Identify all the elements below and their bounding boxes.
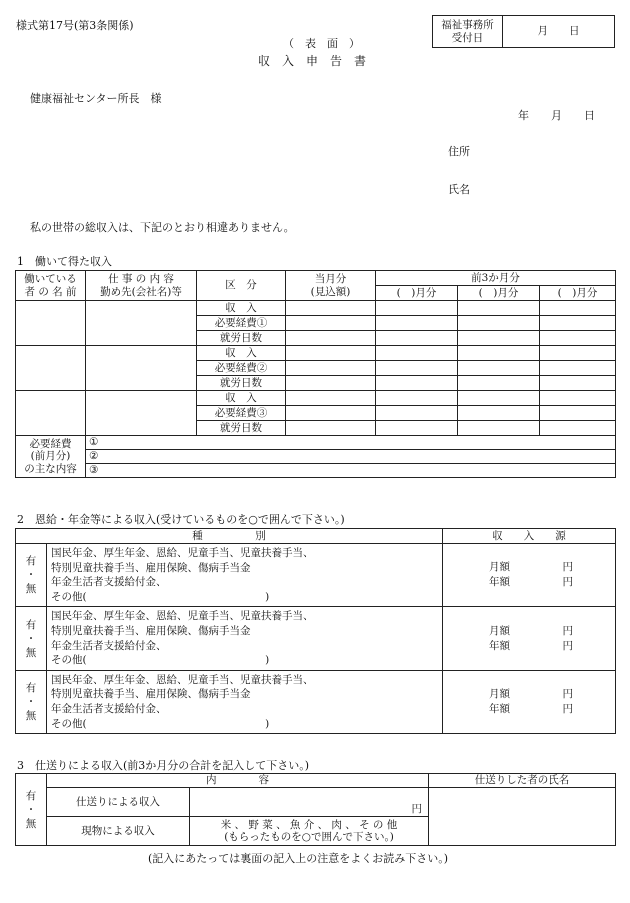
umu-dot: ・ xyxy=(25,695,37,708)
col-type: 種 別 xyxy=(16,529,443,544)
amount-cell[interactable] xyxy=(540,391,616,406)
address-label: 住所 xyxy=(448,145,470,158)
pension-type-list[interactable] xyxy=(47,607,443,670)
pension-type-line: 年金生活者支援給付金、 xyxy=(51,639,167,652)
umu-toggle[interactable] xyxy=(16,544,47,607)
row-label: 必要経費② xyxy=(197,361,286,376)
col-sender-name: 仕送りした者の氏名 xyxy=(429,774,616,788)
yearly-label: 年額 xyxy=(489,702,510,715)
stamp-label-line2: 受付日 xyxy=(451,31,484,44)
sender-name-field[interactable] xyxy=(429,788,616,846)
amount-cell[interactable] xyxy=(286,376,376,391)
in-kind-instruction: (もらったものを○で囲んで下さい。) xyxy=(224,831,394,843)
yen-unit: 円 xyxy=(562,639,573,652)
amount-cell[interactable] xyxy=(376,391,458,406)
col-work-content xyxy=(86,271,197,301)
pension-type-line: 年金生活者支援給付金、 xyxy=(51,576,167,589)
umu-no[interactable]: 無 xyxy=(25,646,37,659)
stamp-label-line1: 福祉事務所 xyxy=(441,19,494,32)
pension-type-line: その他( ) xyxy=(51,590,270,603)
amount-cell[interactable] xyxy=(286,346,376,361)
date-field[interactable]: 年 月 日 xyxy=(518,109,595,122)
umu-yes[interactable]: 有 xyxy=(25,618,37,631)
col-kubun: 区 分 xyxy=(197,271,286,301)
amount-cell[interactable] xyxy=(540,376,616,391)
amount-cell[interactable] xyxy=(376,376,458,391)
row-label: 収 入 xyxy=(197,346,286,361)
amount-cell[interactable] xyxy=(458,406,540,421)
expense-label-l3: の主な内容 xyxy=(24,462,77,475)
amount-cell[interactable] xyxy=(376,316,458,331)
row-label: 就労日数 xyxy=(197,331,286,346)
declaration-text: 私の世帯の総収入は、下記のとおり相違ありません。 xyxy=(30,221,295,234)
amount-cell[interactable] xyxy=(540,361,616,376)
umu-yes[interactable]: 有 xyxy=(25,681,37,694)
amount-cell[interactable] xyxy=(540,331,616,346)
pension-type-line: 国民年金、厚生年金、恩給、児童手当、児童扶養手当、 xyxy=(51,547,314,559)
in-kind-label: 現物による収入 xyxy=(47,817,190,846)
amount-cell[interactable] xyxy=(376,301,458,316)
pension-type-list[interactable] xyxy=(47,544,443,607)
amount-cell[interactable] xyxy=(540,406,616,421)
umu-no[interactable]: 無 xyxy=(25,709,37,722)
amount-cell[interactable] xyxy=(458,301,540,316)
stamp-date-field[interactable]: 月 日 xyxy=(503,16,615,48)
pension-income-table xyxy=(15,528,616,734)
yen-unit: 円 xyxy=(562,561,573,574)
allowance-income-table xyxy=(15,773,616,846)
stamp-label xyxy=(433,16,503,48)
in-kind-options-line: 米 、 野 菜 、 魚 介 、 肉 、 そ の 他 xyxy=(220,818,398,831)
row-label: 必要経費③ xyxy=(197,406,286,421)
yearly-label: 年額 xyxy=(489,639,510,652)
amount-cell[interactable] xyxy=(376,361,458,376)
expense-content-field[interactable]: ② xyxy=(86,450,616,464)
amount-cell[interactable] xyxy=(376,331,458,346)
amount-cell[interactable] xyxy=(286,406,376,421)
amount-cell[interactable] xyxy=(540,316,616,331)
amount-cell[interactable] xyxy=(286,361,376,376)
umu-toggle[interactable] xyxy=(16,670,47,733)
pension-type-line: 年金生活者支援給付金、 xyxy=(51,702,167,715)
umu-toggle[interactable] xyxy=(16,607,47,670)
prev-month-header[interactable]: ( )月分 xyxy=(458,286,540,301)
pension-type-line: 特別児童扶養手当、雇用保険、傷病手当金 xyxy=(51,561,251,574)
expense-label-l1: 必要経費 xyxy=(29,438,72,451)
row-label: 収 入 xyxy=(197,301,286,316)
col-income-source: 収 入 源 xyxy=(443,529,616,544)
yen-unit: 円 xyxy=(562,576,573,589)
umu-no[interactable]: 無 xyxy=(25,817,37,830)
expense-content-field[interactable]: ① xyxy=(86,436,616,450)
amount-cell[interactable] xyxy=(286,391,376,406)
col-prev-3months: 前3か月分 xyxy=(376,271,616,286)
amount-cell[interactable] xyxy=(376,406,458,421)
worker-name-cell[interactable] xyxy=(16,346,86,391)
side-label: （ 表 面 ） xyxy=(283,37,360,50)
amount-cell[interactable] xyxy=(458,346,540,361)
col-worker-name-l1: 働いている xyxy=(24,273,77,286)
amount-cell[interactable] xyxy=(540,301,616,316)
prev-month-header[interactable]: ( )月分 xyxy=(376,286,458,301)
work-content-cell[interactable] xyxy=(86,346,197,391)
form-number: 様式第17号(第3条関係) xyxy=(16,19,134,32)
row-label: 就労日数 xyxy=(197,376,286,391)
umu-dot: ・ xyxy=(25,803,37,816)
col-current-l1: 当月分 xyxy=(314,273,347,286)
worker-name-cell[interactable] xyxy=(16,391,86,436)
col-content: 内 容 xyxy=(47,774,429,788)
col-worker-name xyxy=(16,271,86,301)
umu-yes[interactable]: 有 xyxy=(25,789,37,802)
amount-cell[interactable] xyxy=(286,316,376,331)
work-content-cell[interactable] xyxy=(86,301,197,346)
col-work-content-l1: 仕 事 の 内 容 xyxy=(108,273,174,286)
col-current-month xyxy=(286,271,376,301)
pension-type-line: 特別児童扶養手当、雇用保険、傷病手当金 xyxy=(51,624,251,637)
yen-unit: 円 xyxy=(562,687,573,700)
yearly-label: 年額 xyxy=(489,576,510,589)
col-worker-name-l2: 者 の 名 前 xyxy=(24,285,77,298)
monthly-label: 月額 xyxy=(489,561,510,574)
row-label: 収 入 xyxy=(197,391,286,406)
row-label: 就労日数 xyxy=(197,421,286,436)
amount-cell[interactable] xyxy=(376,346,458,361)
amount-cell[interactable] xyxy=(458,361,540,376)
umu-yes[interactable]: 有 xyxy=(25,555,37,568)
section1-title: 1 働いて得た収入 xyxy=(17,255,112,268)
monthly-label: 月額 xyxy=(489,687,510,700)
yen-unit: 円 xyxy=(562,702,573,715)
pension-type-line: 国民年金、厚生年金、恩給、児童手当、児童扶養手当、 xyxy=(51,610,314,623)
document-title: 収 入 申 告 書 xyxy=(258,54,367,68)
income-source-cell[interactable] xyxy=(443,670,616,733)
income-source-cell[interactable] xyxy=(443,607,616,670)
work-content-cell[interactable] xyxy=(86,391,197,436)
umu-no[interactable]: 無 xyxy=(25,583,37,596)
section3-title: 3 仕送りによる収入(前3か月分の合計を記入して下さい。) xyxy=(17,759,310,772)
income-source-cell[interactable] xyxy=(443,544,616,607)
amount-cell[interactable] xyxy=(286,331,376,346)
prev-month-header[interactable]: ( )月分 xyxy=(540,286,616,301)
amount-cell[interactable] xyxy=(458,316,540,331)
yen-unit: 円 xyxy=(562,624,573,637)
amount-cell[interactable] xyxy=(286,421,376,436)
reception-stamp-box xyxy=(432,15,615,48)
umu-dot: ・ xyxy=(25,569,37,582)
section2-title: 2 恩給・年金等による収入(受けているものを○で囲んで下さい。) xyxy=(17,513,345,526)
worker-name-cell[interactable] xyxy=(16,301,86,346)
row-label: 必要経費① xyxy=(197,316,286,331)
amount-cell[interactable] xyxy=(540,346,616,361)
footer-note: (記入にあたっては裏面の記入上の注意をよくお読み下さい。) xyxy=(148,852,449,865)
umu-toggle[interactable] xyxy=(16,774,47,846)
amount-cell[interactable] xyxy=(458,331,540,346)
allowance-label: 仕送りによる収入 xyxy=(47,788,190,817)
amount-cell[interactable] xyxy=(376,421,458,436)
pension-type-list[interactable] xyxy=(47,670,443,733)
amount-cell[interactable] xyxy=(458,376,540,391)
amount-cell[interactable] xyxy=(458,421,540,436)
col-current-l2: (見込額) xyxy=(310,285,351,298)
yen-unit: 円 xyxy=(411,803,422,815)
monthly-label: 月額 xyxy=(489,624,510,637)
amount-cell[interactable] xyxy=(540,421,616,436)
expense-content-label xyxy=(16,436,86,478)
expense-label-l2: (前月分) xyxy=(30,450,71,463)
umu-dot: ・ xyxy=(25,632,37,645)
addressee: 健康福祉センター所長 様 xyxy=(30,92,162,105)
col-work-content-l2: 勤め先(会社名)等 xyxy=(100,285,182,298)
pension-type-line: 特別児童扶養手当、雇用保険、傷病手当金 xyxy=(51,688,251,701)
allowance-amount-field[interactable] xyxy=(190,788,429,817)
in-kind-options[interactable] xyxy=(190,817,429,846)
amount-cell[interactable] xyxy=(458,391,540,406)
name-label: 氏名 xyxy=(448,183,470,196)
work-income-table xyxy=(15,270,616,478)
pension-type-line: 国民年金、厚生年金、恩給、児童手当、児童扶養手当、 xyxy=(51,673,314,686)
pension-type-line: その他( ) xyxy=(51,654,270,667)
expense-content-field[interactable]: ③ xyxy=(86,464,616,478)
amount-cell[interactable] xyxy=(286,301,376,316)
pension-type-line: その他( ) xyxy=(51,717,270,730)
